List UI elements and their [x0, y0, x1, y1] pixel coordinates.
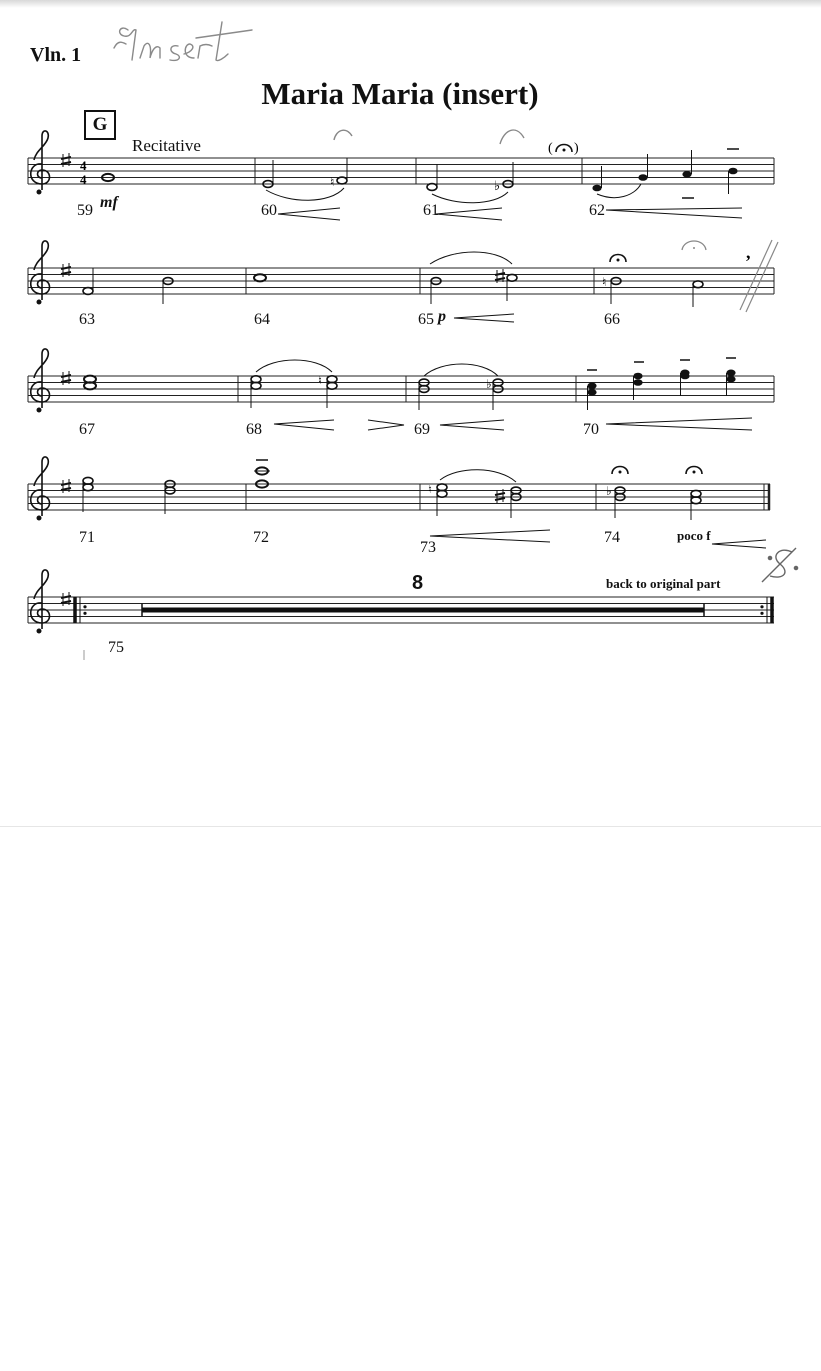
svg-text:♭: ♭	[606, 484, 612, 498]
dynamic-poco-f: poco f	[677, 528, 711, 543]
dynamic-mf: mf	[100, 194, 118, 211]
measure-number: 73	[420, 539, 436, 556]
measure-number: 75	[108, 639, 124, 656]
measure-number: 72	[253, 529, 269, 546]
rehearsal-mark: G	[84, 110, 116, 140]
measure-number: 60	[261, 202, 277, 219]
measure-number: 71	[79, 529, 95, 546]
svg-text:): )	[574, 141, 579, 156]
part-name: Vln. 1	[30, 44, 82, 66]
measure-number: 61	[423, 202, 439, 219]
svg-text:♭: ♭	[486, 377, 492, 391]
svg-text:4: 4	[80, 172, 87, 187]
measure-number: 65	[418, 311, 434, 328]
staff-system-1	[28, 130, 774, 220]
tempo-marking: Recitative	[132, 136, 201, 155]
svg-text:♮: ♮	[602, 275, 607, 289]
svg-text:♭: ♭	[494, 178, 501, 193]
svg-text:4: 4	[80, 158, 87, 173]
svg-text:♮: ♮	[318, 375, 322, 387]
measure-number: 62	[589, 202, 605, 219]
multirest-count: 8	[412, 572, 424, 594]
measure-number: 66	[604, 311, 620, 328]
svg-text:♮: ♮	[428, 484, 432, 496]
svg-text:(: (	[548, 141, 553, 156]
measure-number: 64	[254, 311, 270, 328]
measure-number: 69	[414, 421, 430, 438]
svg-text:♮: ♮	[330, 175, 335, 189]
measure-number: 74	[604, 529, 620, 546]
staff-system-3	[28, 349, 774, 430]
dynamic-p: p	[438, 308, 446, 325]
fold-line	[0, 826, 821, 827]
piece-title: Maria Maria (insert)	[261, 76, 539, 111]
measure-number: 68	[246, 421, 262, 438]
measure-number: 70	[583, 421, 599, 438]
svg-text:,: ,	[746, 242, 751, 262]
measure-number: 63	[79, 311, 95, 328]
measure-number: 67	[79, 421, 95, 438]
back-to-original-label: back to original part	[606, 576, 721, 591]
staff-system-4	[28, 457, 798, 582]
measure-number: 59	[77, 202, 93, 219]
staff-system-2	[28, 240, 778, 322]
